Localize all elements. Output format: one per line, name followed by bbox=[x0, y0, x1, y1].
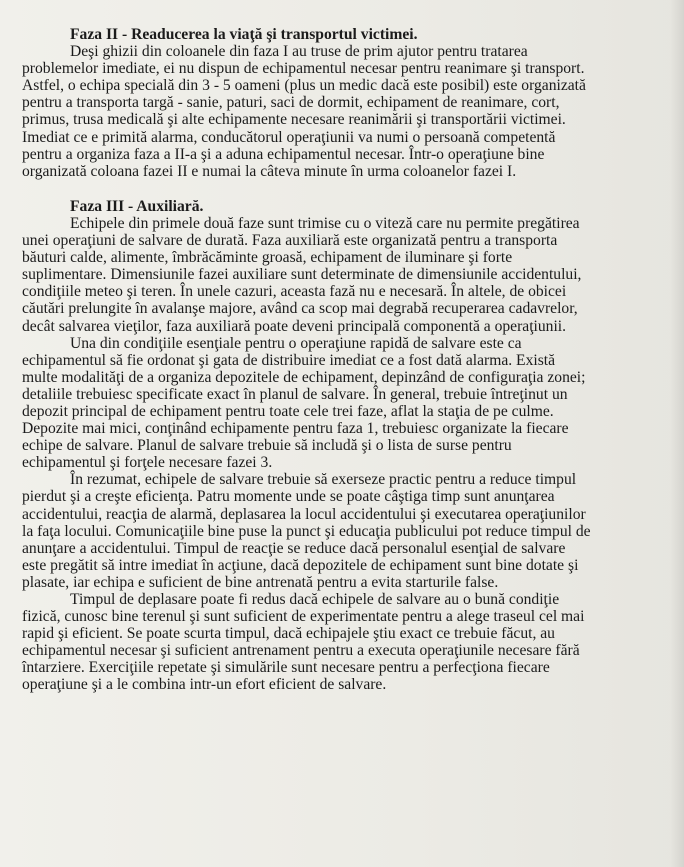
section-gap bbox=[22, 180, 684, 198]
text-line: problemelor imediate, ei nu dispun de echipamentul necesar pentru reanimare şi transport. bbox=[22, 60, 585, 78]
text-line: plasate, iar echipa e suficient de bine antrenată pentru a evita starturile false. bbox=[22, 573, 499, 591]
paragraph bbox=[22, 591, 684, 694]
paragraph bbox=[22, 43, 684, 180]
text-line: anunţare a accidentului. Timpul de reacţie se reduce dacă personalul esenţial de salvare bbox=[22, 539, 566, 557]
text-line: organizată coloana fazei II e numai la câteva minute în urma coloanelor fazei I. bbox=[22, 162, 517, 180]
text-line: Depozite mai mici, conţinând echipamente pentru faza 1, trebuiesc organizate la fiecare bbox=[22, 420, 569, 438]
text-line: Timpul de deplasare poate fi redus dacă echipele de salvare au o bună condiţie bbox=[70, 591, 560, 608]
text-line: operaţiune şi a le combina intr-un efort eficient de salvare. bbox=[22, 676, 387, 694]
text-line: condiţiile meteo şi teren. În unele cazuri, aceasta fază nu e necesară. În altele, de obicei bbox=[22, 283, 567, 301]
text-line: Astfel, o echipa specială din 3 - 5 oameni (plus un medic dacă este posibil) este organizată bbox=[22, 77, 586, 95]
text-line: Echipele din primele două faze sunt trimise cu o viteză care nu permite pregătirea bbox=[70, 214, 580, 232]
text-line: pierdut şi a creşte eficienţa. Patru momente unde se poate câştiga timp sunt anunţarea bbox=[22, 488, 555, 506]
text-line: băuturi calde, alimente, îmbrăcăminte groasă, echipament de iluminare şi forte bbox=[22, 249, 513, 267]
text-line: echipe de salvare. Planul de salvare trebuie să includă şi o lista de surse pentru bbox=[22, 437, 512, 455]
paragraph bbox=[22, 335, 684, 472]
paragraph bbox=[22, 215, 684, 335]
text-line: pentru a transporta targă - sanie, paturi, saci de dormit, echipament de reanimare, cort, bbox=[22, 94, 560, 112]
text-line: multe modalităţi de a organiza depozitele de echipament, depinzând de configuraţia zonei; bbox=[22, 368, 586, 386]
text-line: întarziere. Exerciţiile repetate şi simulările sunt necesare pentru a perfecţiona fiecare bbox=[22, 659, 550, 677]
text-line: suplimentare. Dimensiunile fazei auxiliare sunt determinate de dimensiunile accidentului, bbox=[22, 266, 582, 284]
document-text bbox=[22, 26, 684, 694]
text-line: depozit principal de echipament pentru toate cele trei faze, aflat la staţia de pe culme. bbox=[22, 402, 554, 420]
text-line: Deşi ghizii din coloanele din faza I au truse de prim ajutor pentru tratarea bbox=[70, 43, 528, 61]
text-line: pentru a organiza faza a II-a şi a aduna echipamentul necesar. Într-o operaţiune bine bbox=[22, 145, 545, 163]
text-line: Una din condiţiile esenţiale pentru o operaţiune rapidă de salvare este ca bbox=[70, 334, 522, 352]
text-line: este pregătit să intre imediat în acţiune, dacă depozitele de echipament sunt bine dotate şi bbox=[22, 556, 579, 574]
text-line: decât salvarea vieţilor, faza auxiliară poate deveni principală componentă a operaţiunii. bbox=[22, 317, 567, 335]
text-line: fizică, cunosc bine terenul şi sunt suficient de experimentate pentru a alege traseul cel mai bbox=[22, 608, 585, 626]
text-line: Imediat ce e primită alarma, conducătorul operaţiunii va numi o persoană competentă bbox=[22, 128, 556, 146]
text-line: la faţa locului. Comunicaţiile bine puse la punct şi educaţia publicului pot reduce timpul de bbox=[22, 522, 591, 540]
text-line: unei operaţiuni de salvare de durată. Faza auxiliară este organizată pentru a transporta bbox=[22, 232, 558, 250]
section-heading-faza-3: Faza III - Auxiliară. bbox=[70, 197, 204, 215]
text-line: căutări prelungite în avalanşe majore, având ca scop mai degrabă recuperarea cadavrelor, bbox=[22, 300, 578, 318]
page-edge-shadow bbox=[670, 0, 684, 867]
section-heading-faza-2: Faza II - Readucerea la viaţă şi transportul victimei. bbox=[70, 26, 418, 43]
text-line: detaliile trebuiesc specificate exact în planul de salvare. În general, trebuie întreţinut un bbox=[22, 385, 568, 403]
text-line: echipamentul şi forţele necesare fazei 3. bbox=[22, 454, 273, 472]
paragraph bbox=[22, 471, 684, 591]
text-line: echipamentul să fie ordonat şi gata de distribuire imediat ce a fost dată alarma. Există bbox=[22, 351, 556, 369]
text-line: rapid şi eficient. Se poate scurta timpul, dacă echipajele ştiu exact ce trebuie făcut, au bbox=[22, 625, 555, 643]
text-line: primus, trusa medicală şi alte echipamente necesare reanimării şi transportării victimei. bbox=[22, 111, 566, 129]
text-line: accidentului, reacţia de alarmă, deplasarea la locul accidentului şi executarea operaţiunilor bbox=[22, 505, 586, 523]
text-line: În rezumat, echipele de salvare trebuie să exerseze practic pentru a reduce timpul bbox=[70, 471, 577, 489]
text-line: echipamentul necesar şi suficient antrenament pentru a executa operaţiunile necesare fără bbox=[22, 642, 580, 660]
